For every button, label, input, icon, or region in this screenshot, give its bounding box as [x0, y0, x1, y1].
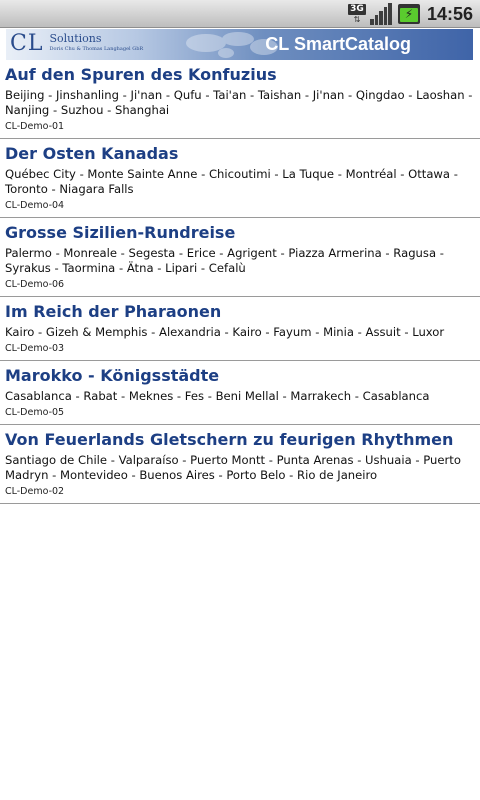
list-item[interactable] — [0, 361, 480, 425]
tour-code: CL-Demo-03 — [5, 343, 65, 354]
tour-code: CL-Demo-01 — [5, 121, 65, 132]
battery-charging-icon: ⚡ — [398, 4, 420, 24]
network-3g-icon — [348, 3, 366, 25]
status-icons — [348, 0, 480, 28]
tour-title: Im Reich der Pharaonen — [5, 302, 222, 321]
app-header-banner — [6, 29, 473, 60]
logo-subtitle: Doris Chu & Thomas Langhagel GbR — [49, 46, 144, 52]
tour-code: CL-Demo-05 — [5, 407, 65, 418]
list-item[interactable] — [0, 297, 480, 361]
company-logo — [10, 30, 143, 58]
tour-code: CL-Demo-04 — [5, 200, 65, 211]
tour-places: Kairo - Gizeh & Memphis - Alexandria - Kairo - Fayum - Minia - Assuit - Luxor — [5, 325, 445, 339]
data-arrows-icon: ⇅ — [353, 15, 361, 24]
list-item[interactable] — [0, 425, 480, 504]
tour-code: CL-Demo-02 — [5, 486, 65, 497]
network-label: 3G — [348, 4, 366, 15]
tour-code: CL-Demo-06 — [5, 279, 65, 290]
tour-title: Von Feuerlands Gletschern zu feurigen Rhythmen — [5, 430, 454, 449]
tour-places: Beijing - Jinshanling - Ji'nan - Qufu - Tai'an - Taishan - Ji'nan - Qingdao - Laoshan - Nanjing - Suzhou - Shanghai — [5, 88, 473, 117]
clock: 14:56 — [426, 3, 473, 24]
tour-places: Palermo - Monreale - Segesta - Erice - Agrigent - Piazza Armerina - Ragusa - Syrakus - Taormina - Ätna - Lipari - Cefalù — [5, 246, 444, 275]
tour-title: Grosse Sizilien-Rundreise — [5, 223, 236, 242]
tour-places: Santiago de Chile - Valparaíso - Puerto Montt - Punta Arenas - Ushuaia - Puerto Madryn - Montevideo - Buenos Aires - Porto Belo - Rio de Janeiro — [5, 453, 461, 482]
status-bar — [0, 0, 480, 28]
tour-places: Québec City - Monte Sainte Anne - Chicoutimi - La Tuque - Montréal - Ottawa - Toronto - Niagara Falls — [5, 167, 458, 196]
logo-cl: CL — [10, 31, 44, 56]
tour-title: Marokko - Königsstädte — [5, 366, 220, 385]
tour-places: Casablanca - Rabat - Meknes - Fes - Beni Mellal - Marrakech - Casablanca — [5, 389, 430, 403]
list-item[interactable] — [0, 218, 480, 297]
list-item[interactable] — [0, 60, 480, 139]
app-title: CL SmartCatalog — [265, 34, 411, 54]
tour-title: Auf den Spuren des Konfuzius — [5, 65, 277, 84]
tour-title: Der Osten Kanadas — [5, 144, 179, 163]
list-item[interactable] — [0, 139, 480, 218]
catalog-list — [0, 60, 480, 504]
logo-solutions: Solutions — [49, 32, 102, 45]
signal-strength-icon — [370, 3, 392, 25]
